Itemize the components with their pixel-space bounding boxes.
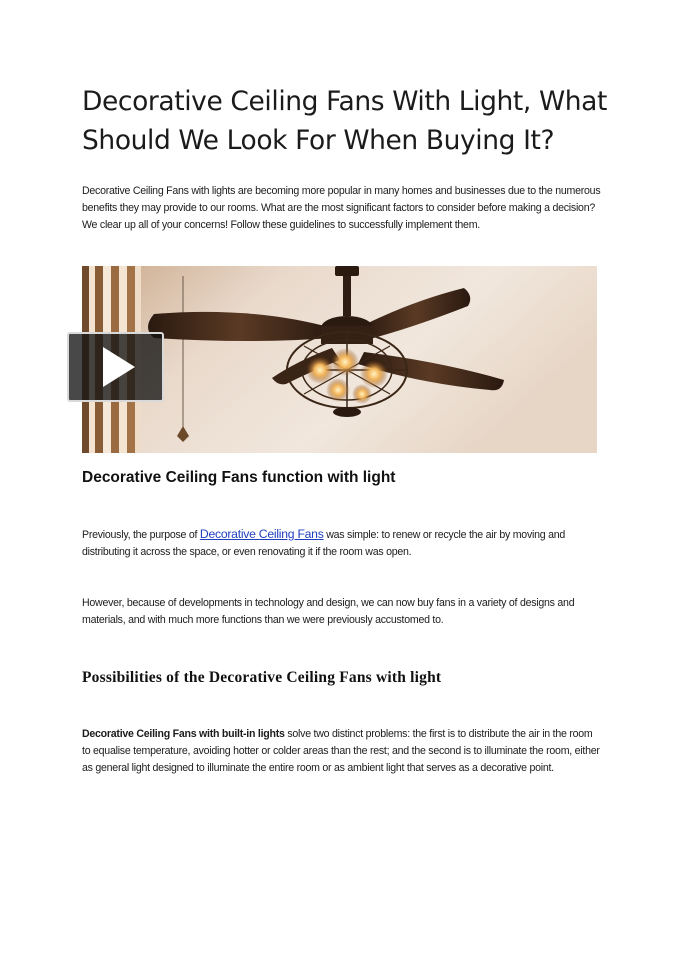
play-button[interactable] bbox=[67, 332, 164, 402]
page-title: Decorative Ceiling Fans With Light, What Should We Look For When Buying It? bbox=[82, 86, 607, 156]
decorative-ceiling-fans-link[interactable]: Decorative Ceiling Fans bbox=[199, 527, 324, 541]
intro-paragraph: Decorative Ceiling Fans with lights are becoming more popular in many homes and businesses due to the numerous benefits they may provide to our rooms. What are the most significant factors to consider before making a decision? We clear up all of your concerns! Follow these guidelines to successfully implement them. bbox=[82, 185, 601, 231]
section-heading-possibilities: Possibilities of the Decorative Ceiling Fans with light bbox=[82, 669, 442, 686]
section-heading-function: Decorative Ceiling Fans function with light bbox=[82, 469, 396, 486]
paragraph-text: was simple: to renew or recycle the air by moving and distributing it across the space, or even renovating it if the room was open. bbox=[82, 529, 565, 558]
paragraph-developments: However, because of developments in technology and design, we can now buy fans in a variety of designs and materials, and with much more functions than we were previously accustomed to. bbox=[82, 597, 575, 626]
paragraph-previously bbox=[82, 526, 602, 561]
play-icon bbox=[69, 334, 162, 400]
paragraph-text: Previously, the purpose of bbox=[82, 529, 200, 541]
bold-lead-text: Decorative Ceiling Fans with built-in lights bbox=[82, 728, 285, 740]
paragraph-built-in-lights bbox=[82, 726, 602, 776]
paragraph-text: solve two distinct problems: the first is to distribute the air in the room to equalise temperature, avoiding hotter or colder areas than the rest; and the second is to illuminate the room, either as general light designed to illuminate the entire room or as ambient light that serves as a decorative point. bbox=[82, 728, 600, 774]
